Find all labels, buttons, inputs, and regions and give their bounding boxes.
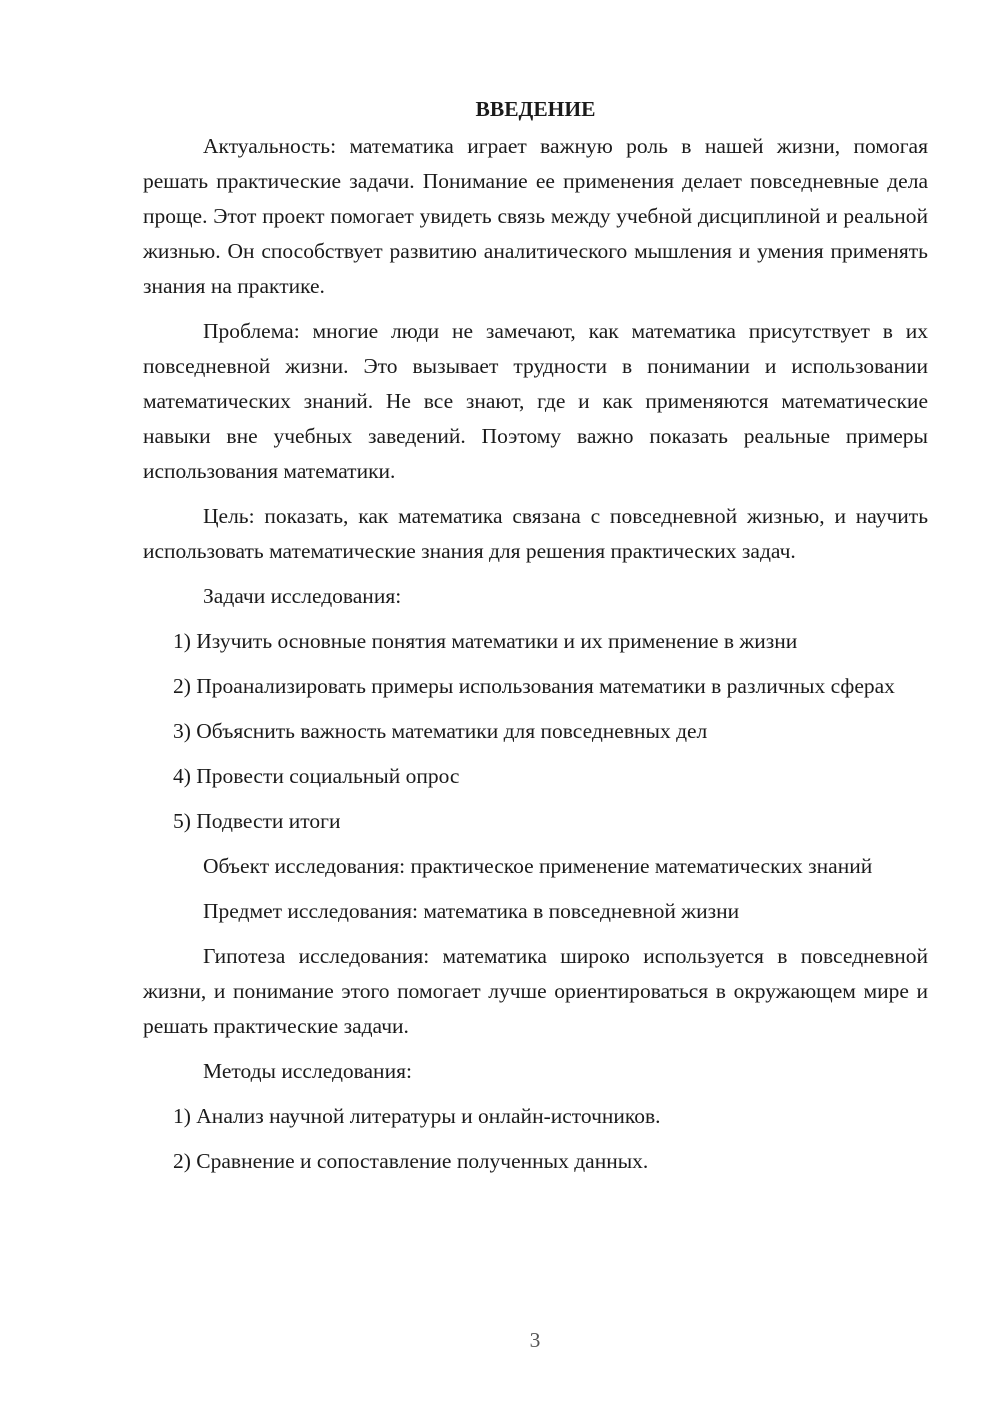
paragraph-object: Объект исследования: практическое применение математических знаний bbox=[203, 854, 873, 878]
task-item-2: 2) Проанализировать примеры использования математики в различных сферах bbox=[173, 674, 895, 698]
method-item-1: 1) Анализ научной литературы и онлайн-источников. bbox=[173, 1104, 661, 1128]
method-item-2: 2) Сравнение и сопоставление полученных данных. bbox=[173, 1149, 649, 1173]
page-number: 3 bbox=[529, 1328, 541, 1352]
task-item-5: 5) Подвести итоги bbox=[173, 809, 341, 833]
paragraph-relevance: Актуальность: математика играет важную роль в нашей жизни, помогая решать практические задачи. Понимание ее применения делает повседневные дела проще. Этот проект помогает увидеть связь между учебной дисциплиной и реальной жизнью. Он способствует развитию аналитического мышления и умения применять знания на практике. bbox=[143, 134, 928, 298]
paragraph-problem: Проблема: многие люди не замечают, как математика присутствует в их повседневной жизни. Это вызывает трудности в понимании и использовании математических знаний. Не все знают, где и как применяются математические навыки вне учебных заведений. Поэтому важно показать реальные примеры использования математики. bbox=[143, 319, 928, 483]
document-page bbox=[143, 92, 928, 1189]
task-item-3: 3) Объяснить важность математики для повседневных дел bbox=[173, 719, 708, 743]
paragraph-goal: Цель: показать, как математика связана с повседневной жизнью, и научить использовать математические знания для решения практических задач. bbox=[143, 504, 928, 563]
task-item-4: 4) Провести социальный опрос bbox=[173, 764, 460, 788]
tasks-heading: Задачи исследования: bbox=[203, 584, 402, 608]
task-item-1: 1) Изучить основные понятия математики и их применение в жизни bbox=[173, 629, 798, 653]
paragraph-hypothesis: Гипотеза исследования: математика широко используется в повседневной жизни, и понимание этого помогает лучше ориентироваться в окружающем мире и решать практические задачи. bbox=[143, 944, 928, 1038]
methods-heading: Методы исследования: bbox=[203, 1059, 412, 1083]
paragraph-subject: Предмет исследования: математика в повседневной жизни bbox=[203, 899, 740, 923]
page-title: ВВЕДЕНИЕ bbox=[475, 97, 596, 121]
